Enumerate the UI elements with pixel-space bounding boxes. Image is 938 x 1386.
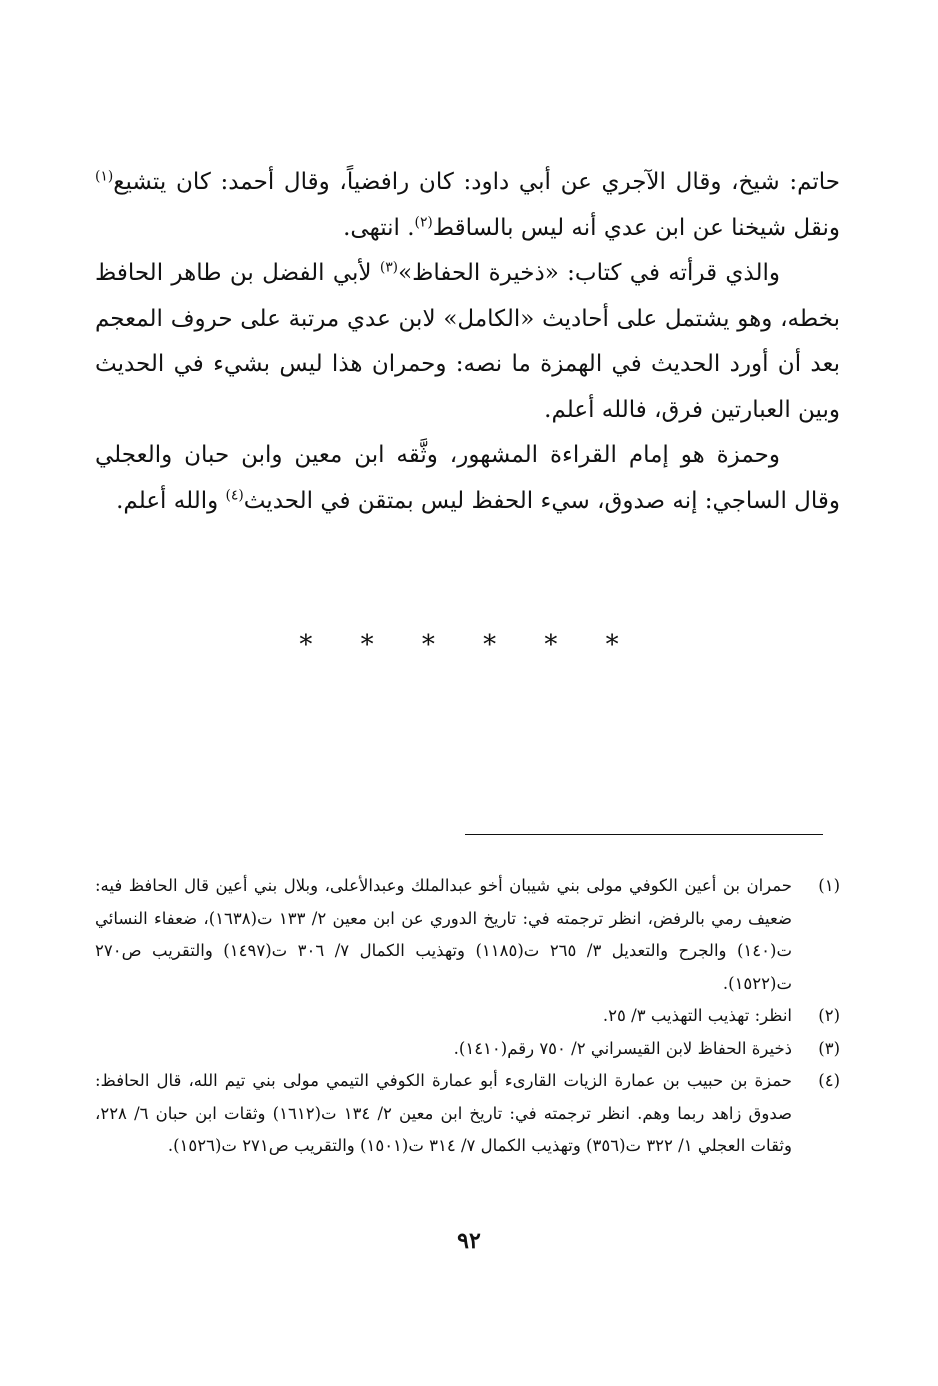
footnote-text: ذخيرة الحفاظ لابن القيسراني ٢/ ٧٥٠ رقم(١٤١٠). — [453, 1038, 792, 1058]
footnote-text: حمزة بن حبيب بن عمارة الزيات القارىء أبو عمارة الكوفي التيمي مولى بني تيم الله، قال الحافظ: صدوق زاهد ربما وهم. انظر ترجمته في: تاريخ ابن معين ٢/ ١٣٤ ت(١٦١٢) وثقات ابن حبان ٦/ ٢٢٨، وثقات العجلي ١/ ٣٢٢ ت(٣٥٦) وتهذيب الكمال ٧/ ٣١٤ ت(١٥٠١) والتقريب ص٢٧١ ت(١٥٢٦). — [95, 1071, 792, 1155]
footnote-number: (١) — [818, 876, 840, 895]
footnote-4 — [95, 1065, 840, 1163]
footnote-ref-3: (٣) — [379, 259, 399, 276]
paragraph-2 — [95, 251, 840, 433]
paragraph-3-text-b: والله أعلم. — [116, 487, 226, 514]
footnote-2 — [95, 1000, 840, 1033]
footnote-number: (٢) — [818, 1006, 840, 1025]
footnotes-section — [95, 870, 840, 1163]
paragraph-1-text-a: حاتم: شيخ، وقال الآجري عن أبي داود: كان رافضياً، وقال أحمد: كان يتشيع — [113, 169, 840, 195]
section-divider-stars: * * * * * * — [299, 630, 639, 660]
footnote-text: انظر: تهذيب التهذيب ٣/ ٢٥. — [602, 1006, 792, 1025]
footnote-ref-2: (٢) — [414, 213, 433, 230]
main-text-body — [95, 160, 840, 524]
footnote-number: (٣) — [818, 1038, 840, 1058]
footnote-ref-4: (٤) — [225, 486, 244, 503]
paragraph-3-text-a: وحمزة هو إمام القراءة المشهور، وثَّقه ابن معين وابن حبان والعجلي وقال الساجي: إنه صدوق، سيء الحفظ ليس بمتقن في الحديث — [95, 442, 840, 514]
footnote-separator — [465, 834, 823, 835]
paragraph-3 — [95, 433, 840, 524]
paragraph-2-text-a: والذي قرأته في كتاب: «ذخيرة الحفاظ» — [398, 260, 780, 286]
footnote-text: حمران بن أعين الكوفي مولى بني شيبان أخو عبدالملك وعبدالأعلى، وبلال بني أعين قال الحافظ فيه: ضعيف رمي بالرفض، انظر ترجمته في: تاريخ الدوري عن ابن معين ٢/ ١٣٣ ت(١٦٣٨)، ضعفاء النسائي ت(١٤٠) والجرح والتعديل ٣/ ٢٦٥ ت(١١٨٥) وتهذيب الكمال ٧/ ٣٠٦ ت(١٤٩٧) والتقريب ص٢٧٠ ت(١٥٢٢). — [95, 876, 792, 993]
footnote-1 — [95, 870, 840, 1000]
paragraph-1-text-b: ونقل شيخنا عن ابن عدي أنه ليس بالساقط — [432, 214, 840, 241]
footnote-ref-1: (١) — [95, 168, 114, 185]
footnote-3 — [95, 1033, 840, 1066]
paragraph-2-text-b: لأبي الفضل بن طاهر الحافظ بخطه، وهو يشتمل على أحاديث «الكامل» لابن عدي مرتبة على حروف المعجم بعد أن أورد الحديث في الهمزة ما نصه: وحمران هذا ليس بشيء في الحديث وبين العبارتين فرق، فالله أعلم. — [95, 260, 840, 423]
paragraph-1 — [95, 160, 840, 251]
paragraph-1-text-c: . انتهى. — [343, 214, 415, 241]
page-number: ٩٢ — [457, 1228, 481, 1254]
footnote-number: (٤) — [818, 1071, 840, 1090]
